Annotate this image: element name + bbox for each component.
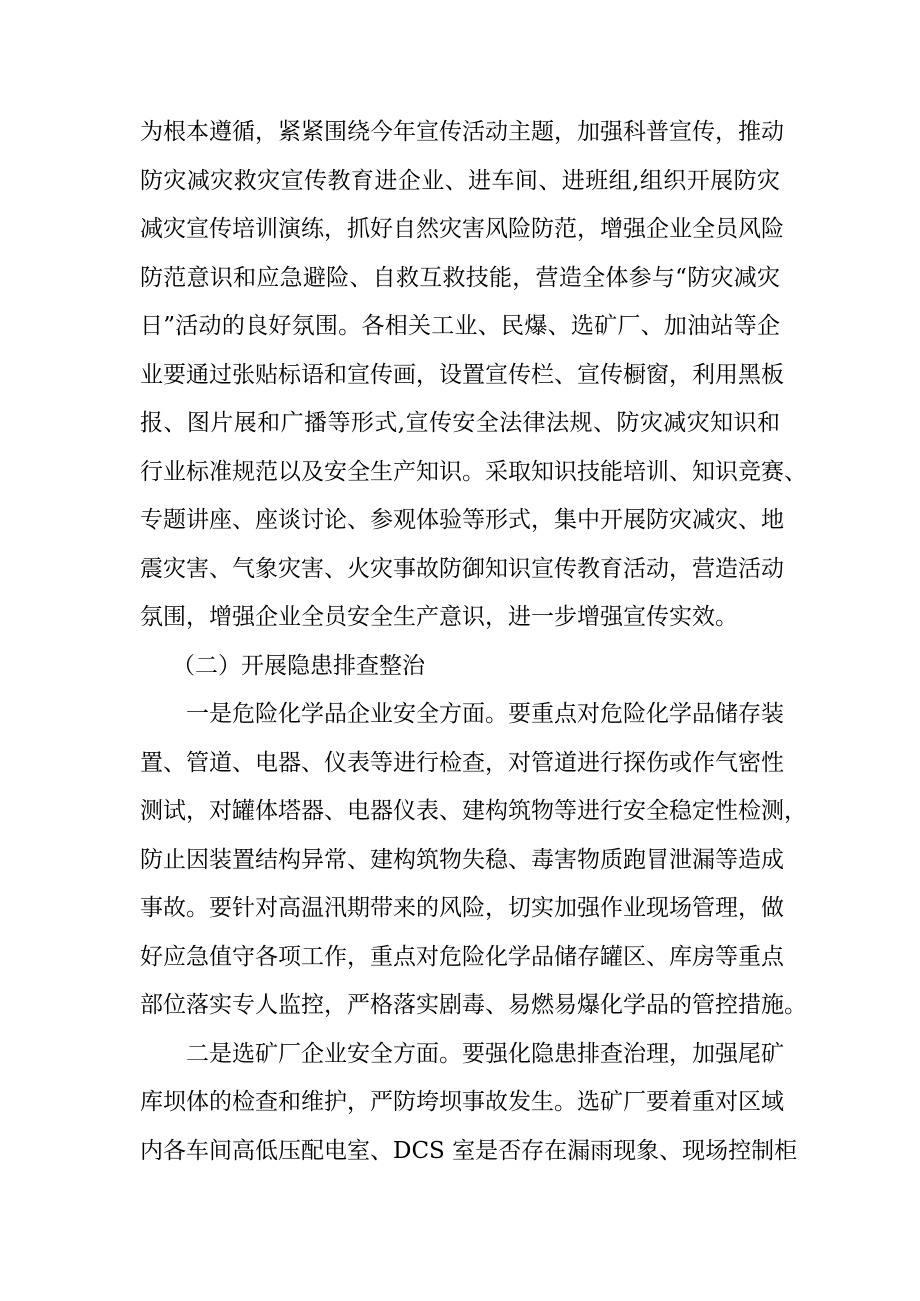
text-line: 库坝体的检查和维护，严防垮坝事故发生。选矿厂要着重对区域 — [140, 1089, 784, 1115]
text-line: 置、管道、电器、仪表等进行检查，对管道进行探伤或作气密性 — [140, 749, 784, 776]
text-line: 防范意识和应急避险、自救互救技能，营造全体参与“防灾减灾 — [140, 264, 780, 291]
text-line: 事故。要针对高温汛期带来的风险，切实加强作业现场管理，做 — [140, 895, 784, 921]
text-line: 为根本遵循，紧紧围绕今年宣传活动主题，加强科普宣传，推动 — [140, 119, 784, 145]
text-line: 震灾害、气象灾害、火灾事故防御知识宣传教育活动，营造活动 — [140, 555, 784, 582]
document-body — [140, 108, 807, 1175]
text-line: 日”活动的良好氛围。各相关工业、民爆、选矿厂、加油站等企 — [140, 313, 780, 339]
text-line: 测试，对罐体塔器、电器仪表、建构筑物等进行安全稳定性检测， — [140, 798, 807, 824]
section-heading: （二）开展隐患排查整治 — [172, 652, 425, 679]
text-line: 业要通过张贴标语和宣传画，设置宣传栏、宣传橱窗，利用黑板 — [140, 361, 784, 388]
text-line: 防止因装置结构异常、建构筑物失稳、毒害物质跑冒泄漏等造成 — [140, 846, 784, 873]
text-line: 氛围，增强企业全员安全生产意识，进一步增强宣传实效。 — [140, 604, 738, 630]
text-line: 防灾减灾救灾宣传教育进企业、进车间、进班组,组织开展防灾 — [140, 167, 780, 194]
text-line: 专题讲座、座谈讨论、参观体验等形式，集中开展防灾减灾、地 — [140, 507, 784, 533]
text-line: 好应急值守各项工作，重点对危险化学品储存罐区、库房等重点 — [140, 943, 784, 970]
text-line: 行业标准规范以及安全生产知识。采取知识技能培训、知识竞赛、 — [140, 458, 807, 485]
paragraph-chemical-safety — [140, 690, 807, 1030]
text-line: 内各车间高低压配电室、DCS 室是否存在漏雨现象、现场控制柜 — [140, 1137, 798, 1164]
paragraph-mining-safety — [140, 1030, 798, 1176]
text-line: 减灾宣传培训演练，抓好自然灾害风险防范，增强企业全员风险 — [140, 216, 784, 242]
text-line: 二是选矿厂企业安全方面。要强化隐患排查治理，加强尾矿 — [186, 1040, 784, 1067]
paragraph-publicity — [140, 108, 807, 642]
text-line: 报、图片展和广播等形式,宣传安全法律法规、防灾减灾知识和 — [140, 410, 780, 436]
text-line: 一是危险化学品企业安全方面。要重点对危险化学品储存装 — [186, 701, 784, 727]
text-line: 部位落实专人监控，严格落实剧毒、易燃易爆化学品的管控措施。 — [140, 992, 807, 1018]
